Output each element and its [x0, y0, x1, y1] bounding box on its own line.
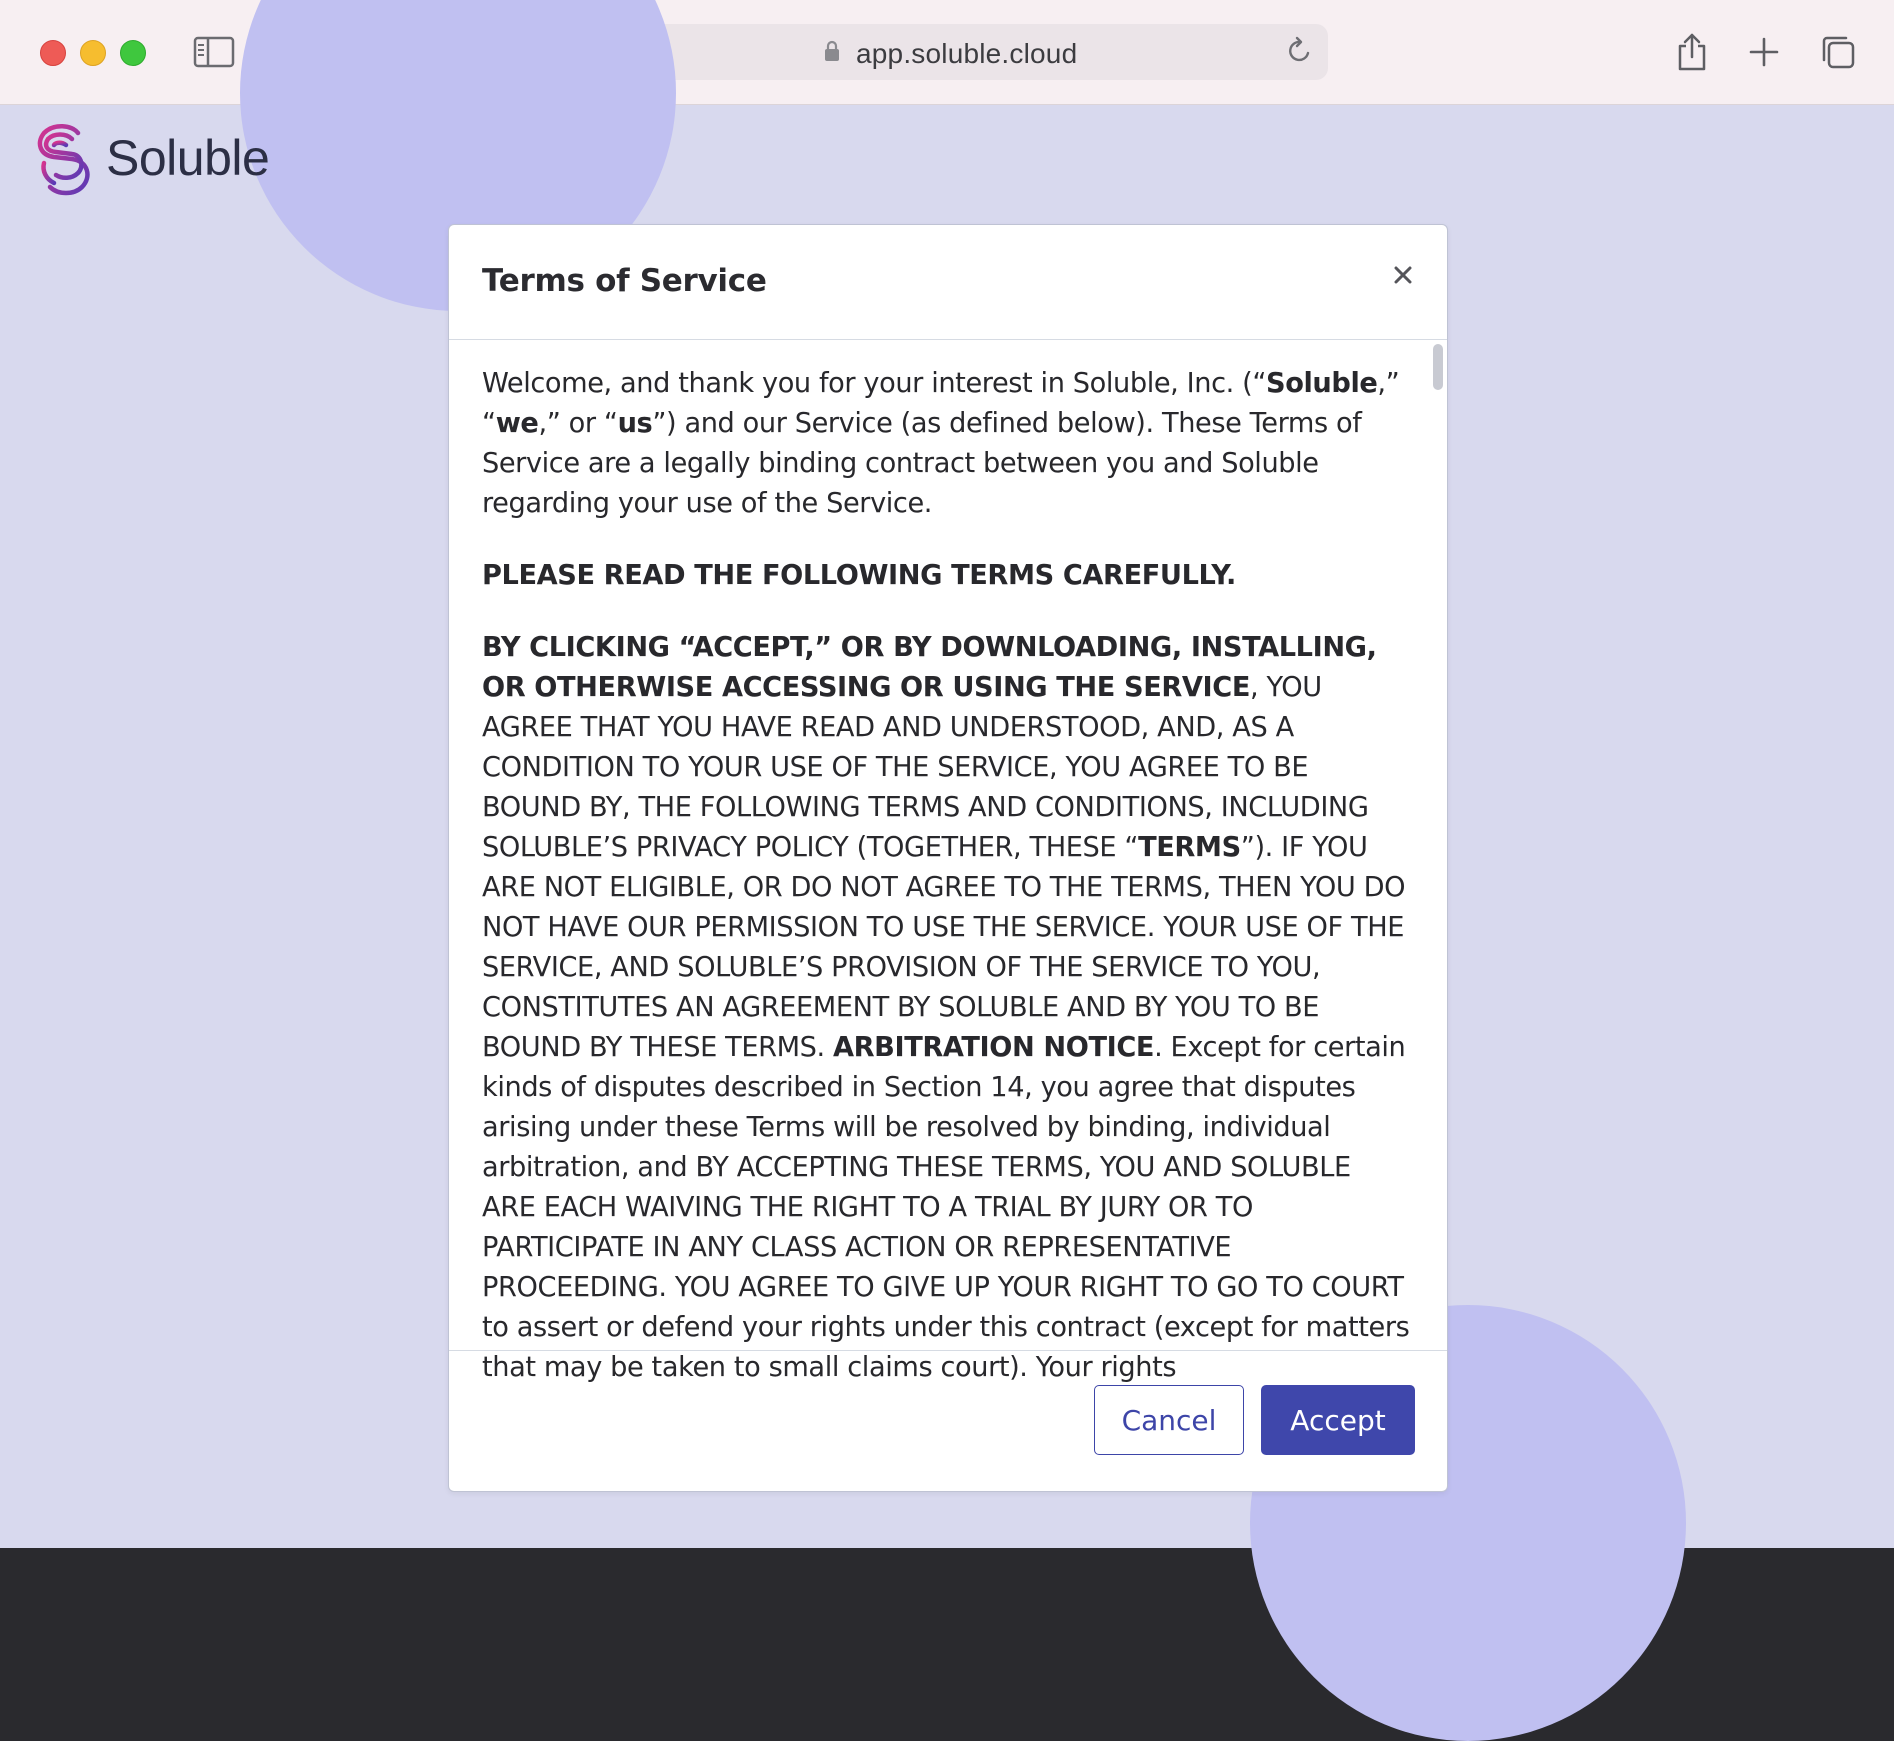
page-content: [0, 105, 1894, 1548]
share-icon[interactable]: [1668, 28, 1716, 76]
terms-text: [482, 364, 1412, 1420]
dialog-header: [449, 225, 1447, 340]
terms-bold-text: PLEASE READ THE FOLLOWING TERMS CAREFULLY.: [482, 560, 1236, 591]
terms-bold-text: BY CLICKING “ACCEPT,” OR BY DOWNLOADING, INSTALLING, OR OTHERWISE ACCESSING OR USING THE SERVICE: [482, 632, 1377, 703]
sidebar-icon[interactable]: [190, 28, 238, 76]
terms-dialog: [448, 224, 1448, 1492]
soluble-logo[interactable]: [32, 119, 269, 197]
cancel-button[interactable]: Cancel: [1094, 1385, 1244, 1455]
terms-text-run: ”). IF YOU ARE NOT ELIGIBLE, OR DO NOT AGREE TO THE TERMS, THEN YOU DO NOT HAVE OUR PERMISSION TO USE THE SERVICE. YOUR USE OF THE SERVICE, AND SOLUBLE’S PROVISION OF THE SERVICE TO YOU, CONSTITUTES AN AGREEMENT BY SOLUBLE AND BY YOU TO BE BOUND BY THESE TERMS.: [482, 832, 1406, 1063]
address-bar[interactable]: [566, 24, 1328, 80]
terms-text-run: , YOU AGREE THAT YOU HAVE READ AND UNDERSTOOD, AND, AS A CONDITION TO YOUR USE OF THE SERVICE, YOU AGREE TO BE BOUND BY, THE FOLLOWING TERMS AND CONDITIONS, INCLUDING SOLUBLE’S PRIVACY POLICY (TOGETHER, THESE “: [482, 672, 1369, 863]
terms-paragraph: [482, 556, 1412, 596]
new-tab-icon[interactable]: [1740, 28, 1788, 76]
terms-text-run: ,” or “: [538, 408, 618, 439]
terms-text-run: ,” “: [482, 368, 1400, 439]
terms-paragraph: [482, 364, 1412, 524]
minimize-window-button[interactable]: [80, 40, 106, 66]
dialog-title: Terms of Service: [482, 263, 767, 299]
terms-bold-text: we: [495, 408, 539, 439]
zoom-window-button[interactable]: [120, 40, 146, 66]
brand-name: Soluble: [106, 130, 270, 186]
accept-button[interactable]: Accept: [1261, 1385, 1415, 1455]
terms-text-run: Welcome, and thank you for your interest in Soluble, Inc. (“: [482, 368, 1267, 399]
terms-bold-text: us: [617, 408, 653, 439]
dialog-footer: [449, 1350, 1447, 1492]
soluble-logo-icon: [32, 119, 98, 197]
terms-paragraph: [482, 628, 1412, 1388]
terms-bold-text: ARBITRATION NOTICE: [832, 1032, 1155, 1063]
reload-icon[interactable]: [1286, 36, 1314, 71]
terms-bold-text: Soluble: [1266, 368, 1378, 399]
close-button[interactable]: [1389, 261, 1417, 289]
terms-bold-text: TERMS: [1138, 832, 1241, 863]
close-icon: [1394, 266, 1412, 284]
terms-text-run: ”) and our Service (as defined below). These Terms of Service are a legally binding contract between you and Soluble regarding your use of the Service.: [482, 408, 1362, 519]
terms-scroll-area[interactable]: [449, 340, 1447, 1383]
close-window-button[interactable]: [40, 40, 66, 66]
terms-text-run: . Except for certain kinds of disputes described in Section 14, you agree that disputes arising under these Terms will be resolved by binding, individual arbitration, and BY ACCEPTING THESE TERMS, YOU AND SOLUBLE ARE EACH WAIVING THE RIGHT TO A TRIAL BY JURY OR TO PARTICIPATE IN ANY CLASS ACTION OR REPRESENTATIVE PROCEEDING. YOU AGREE TO GIVE UP YOUR RIGHT TO GO TO COURT to assert or defend your rights under this contract (except for matters that may be taken to small claims court). Your rights: [482, 1032, 1410, 1383]
scrollbar-thumb[interactable]: [1433, 344, 1443, 390]
tabs-overview-icon[interactable]: [1814, 28, 1862, 76]
url-text: app.soluble.cloud: [856, 38, 1078, 69]
lock-icon: [824, 40, 840, 67]
